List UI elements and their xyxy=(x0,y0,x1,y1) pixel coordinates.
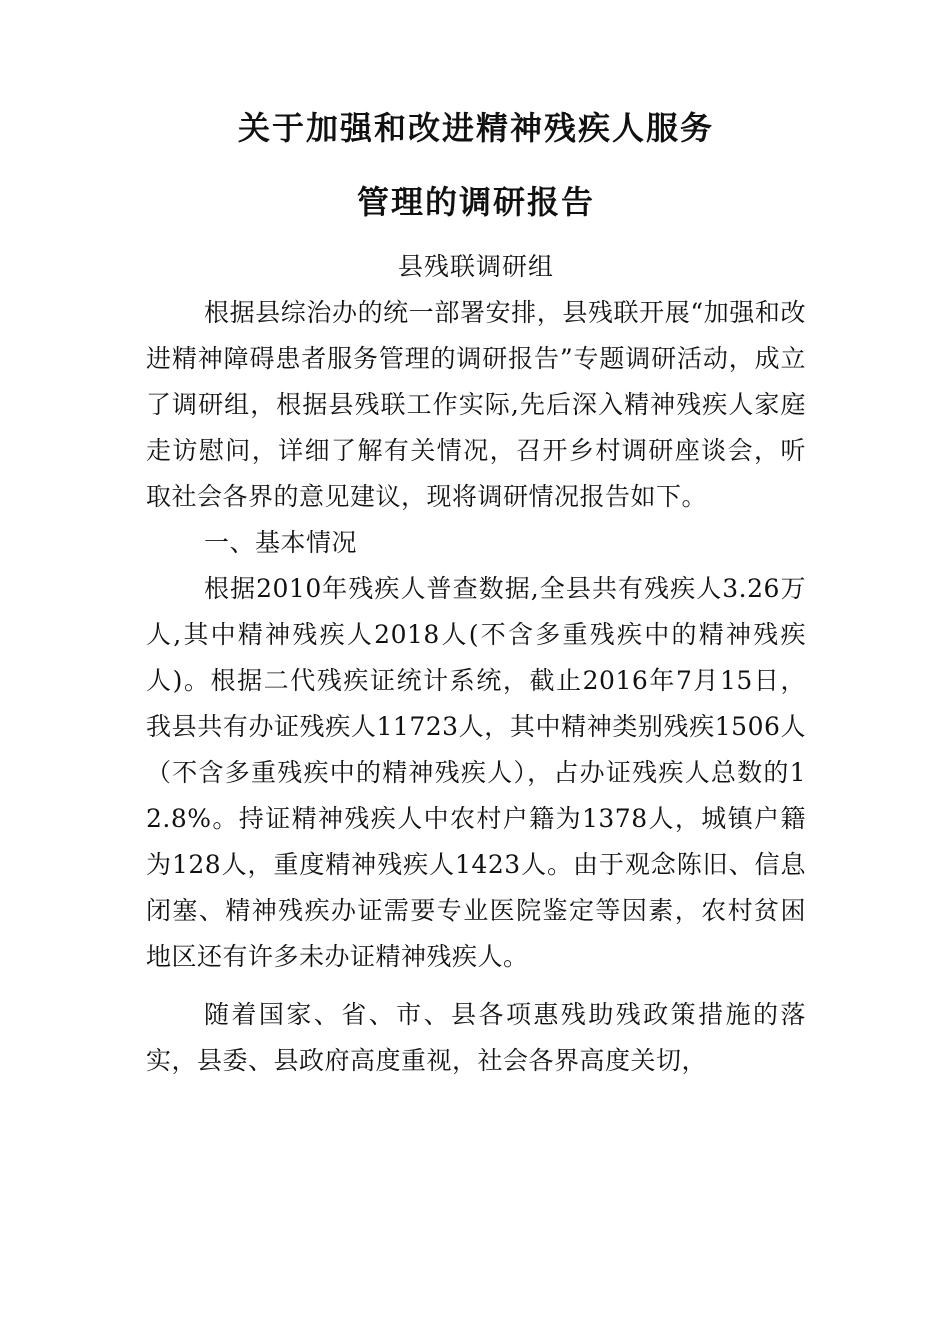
document-title-line-1: 关于加强和改进精神残疾人服务 xyxy=(237,109,714,147)
section-heading: 一、基本情况 xyxy=(204,528,358,557)
policy-paragraph: 随着国家、省、市、县各项惠残助残政策措施的落实，县委、县政府高度重视，社会各界高度关切， xyxy=(146,1000,806,1075)
intro-paragraph: 根据县综治办的统一部署安排，县残联开展“加强和改进精神障碍患者服务管理的调研报告”专题调研活动，成立了调研组，根据县残联工作实际,先后深入精神残疾人家庭走访慰问，详细了解有关情况，召开乡村调研座谈会，听取社会各界的意见建议，现将调研情况报告如下。 xyxy=(146,298,806,511)
document-title-line-2: 管理的调研报告 xyxy=(356,183,595,221)
basic-info-paragraph: 根据2010年残疾人普查数据,全县共有残疾人3.26万人,其中精神残疾人2018人(不含多重残疾中的精神残疾人)。根据二代残疾证统计系统，截止2016年7月15日，我县共有办证残疾人11723人，其中精神类别残疾1506人（不含多重残疾中的精神残疾人），占办证残疾人总数的12.8%。持证精神残疾人中农村户籍为1378人，城镇户籍为128人，重度精神残疾人1423人。由于观念陈旧、信息闭塞、精神残疾办证需要专业医院鉴定等因素，农村贫困地区还有许多未办证精神残疾人。 xyxy=(146,574,806,971)
document-page xyxy=(146,108,806,1084)
author-line: 县残联调研组 xyxy=(397,252,554,281)
